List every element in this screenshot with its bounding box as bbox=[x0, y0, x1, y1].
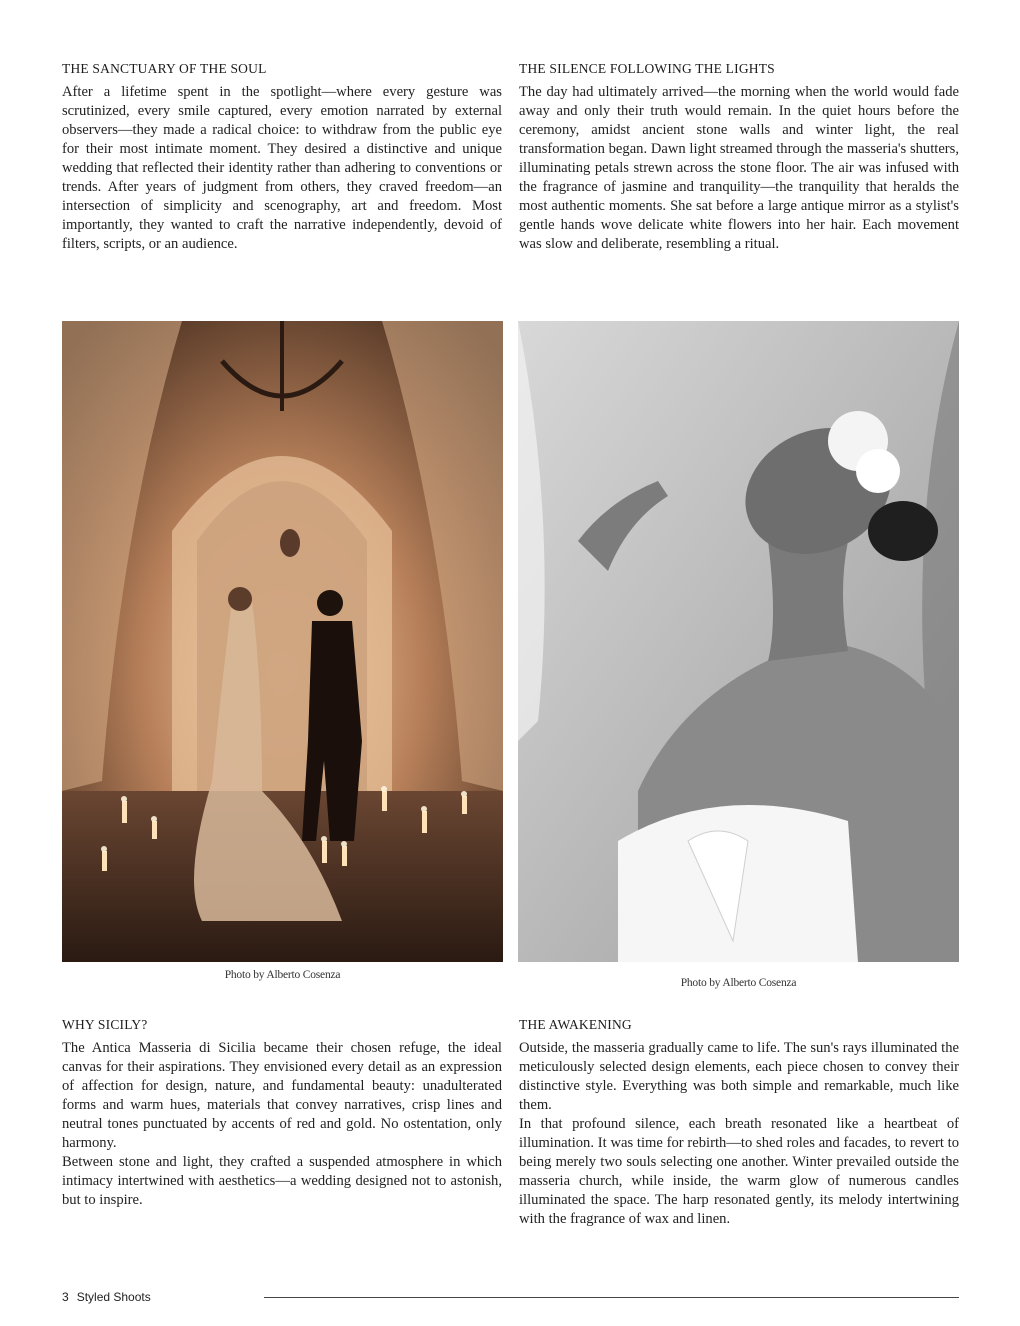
section-heading: THE SILENCE FOLLOWING THE LIGHTS bbox=[519, 61, 775, 76]
section-body bbox=[62, 83, 502, 254]
section-sanctuary bbox=[62, 61, 502, 254]
page-number: 3 bbox=[62, 1290, 69, 1304]
section-body bbox=[62, 1039, 502, 1210]
photo-credit-left: Photo by Alberto Cosenza bbox=[224, 969, 341, 981]
paragraph: In that profound silence, each breath resonated like a heartbeat of illumination. It was time for rebirth—to shed roles and facades, to revert to being merely two souls selecting one another. Winter prevailed outside the masseria church, while inside, the warm glow of numerous candles illuminated the space. The harp resonated gently, its melody intertwining with the fragrance of wax and linen. bbox=[519, 1116, 959, 1227]
section-awakening bbox=[519, 1017, 959, 1229]
paragraph: The day had ultimately arrived—the morning when the world would fade away and only their truth would remain. In the quiet hours before the ceremony, amidst ancient stone walls and winter light, the real transformation began. Dawn light streamed through the masseria's shutters, illuminating petals strewn across the stone floor. The air was infused with the fragrance of jasmine and tranquility—the tranquility that heralds the most authentic moments. She sat before a large antique mirror as a stylist's gentle hands wove delicate white flowers into her hair. Each movement was slow and deliberate, resembling a ritual. bbox=[519, 84, 959, 252]
paragraph: After a lifetime spent in the spotlight—where every gesture was scrutinized, every smile captured, every emotion narrated by external observers—they made a radical choice: to withdraw from the public eye for their most intimate moment. They desired a distinctive and unique wedding that reflected their identity rather than adhering to conventions or trends. After years of judgment from others, they craved freedom—an intersection of simplicity and scenography, art and freedom. Most importantly, they wanted to craft the narrative independently, devoid of filters, scripts, or an audience. bbox=[62, 84, 502, 252]
section-heading: THE AWAKENING bbox=[519, 1017, 632, 1032]
paragraph: The Antica Masseria di Sicilia became their chosen refuge, the ideal canvas for their aspirations. They envisioned every detail as an expression of affection for design, nature, and fundamental beauty: unadulterated forms and warm hues, materials that convey narratives, crisp lines and neutral tones punctuated by accents of red and gold. No ostentation, only harmony. bbox=[62, 1040, 502, 1151]
wedding-ceremony-photo bbox=[62, 321, 503, 962]
bride-illustration bbox=[518, 321, 959, 962]
section-body bbox=[519, 83, 959, 254]
section-name: Styled Shoots bbox=[76, 1290, 151, 1304]
section-silence bbox=[519, 61, 959, 254]
ceremony-illustration bbox=[62, 321, 503, 962]
section-body bbox=[519, 1039, 959, 1229]
page-footer bbox=[62, 1290, 151, 1304]
section-heading: THE SANCTUARY OF THE SOUL bbox=[62, 61, 267, 76]
photo-credit-right: Photo by Alberto Cosenza bbox=[680, 977, 797, 989]
section-heading: WHY SICILY? bbox=[62, 1017, 148, 1032]
bride-portrait-photo bbox=[518, 321, 959, 962]
paragraph: Between stone and light, they crafted a suspended atmosphere in which intimacy intertwined with aesthetics—a wedding designed not to astonish, but to inspire. bbox=[62, 1154, 502, 1208]
section-sicily bbox=[62, 1017, 502, 1210]
paragraph: Outside, the masseria gradually came to life. The sun's rays illuminated the meticulously selected design elements, each piece chosen to convey their distinctive style. Everything was both simple and remarkable, much like them. bbox=[519, 1040, 959, 1113]
footer-rule bbox=[264, 1297, 959, 1298]
